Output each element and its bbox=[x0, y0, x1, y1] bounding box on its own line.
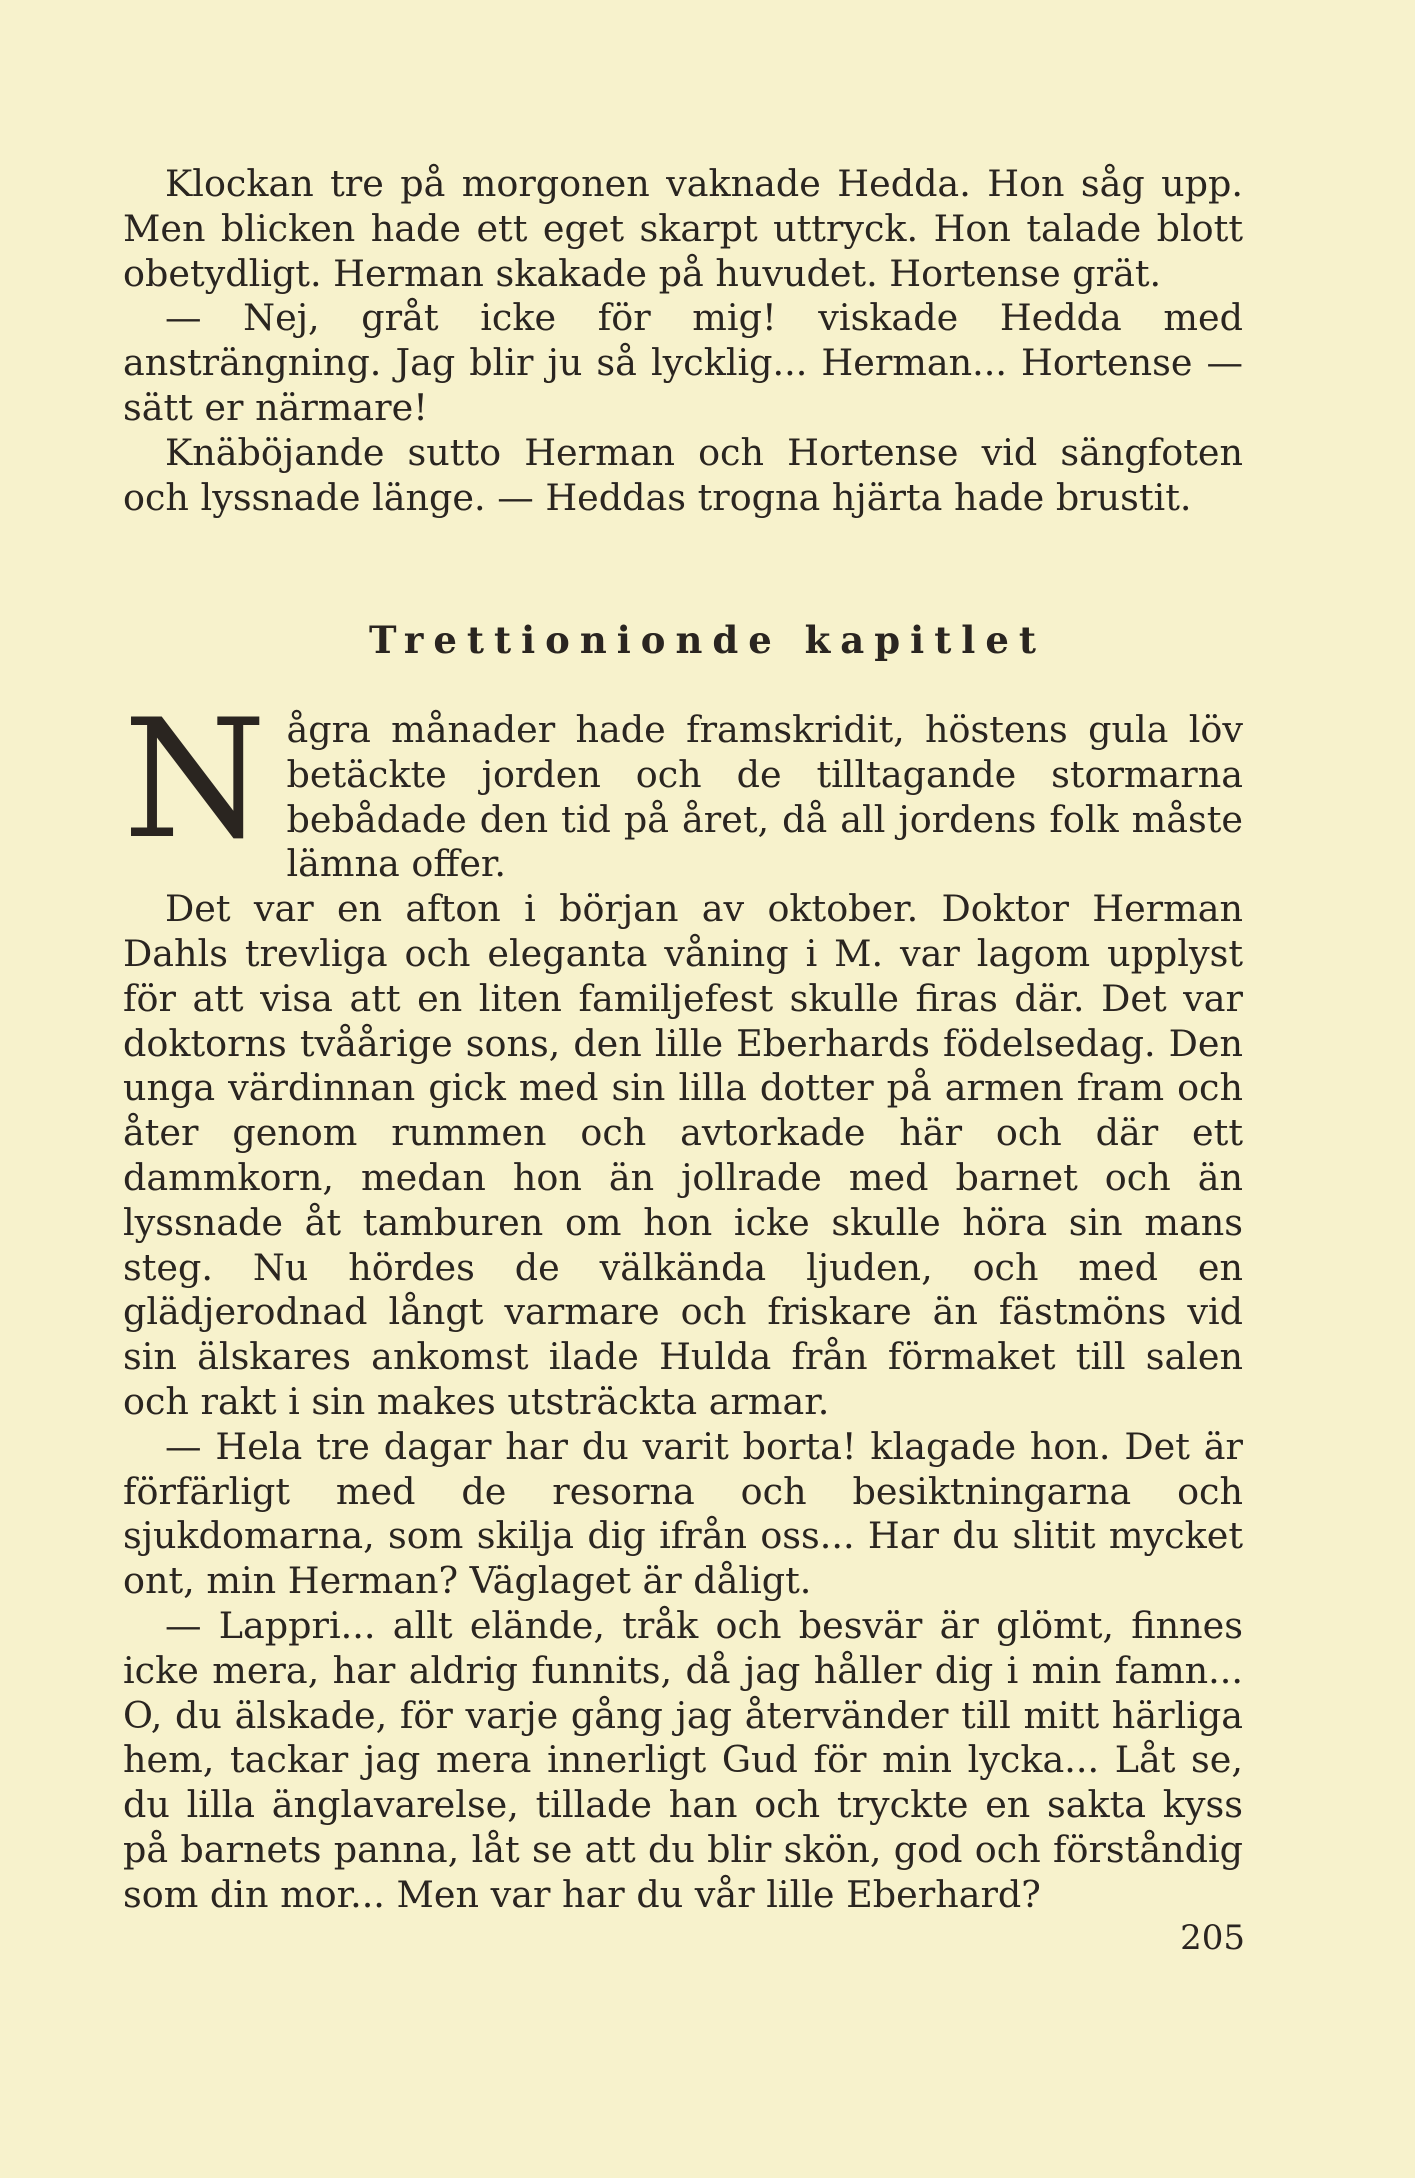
paragraph: — Lappri... allt elände, tråk och besvär är glömt, finnes icke mera, har aldrig funnits, då jag håller dig i min famn... O, du älskade, för varje gång jag återvänder till mitt härliga hem, tackar jag mera innerligt Gud för min lycka... Låt se, du lilla änglavarelse, tillade han och tryckte en sakta kyss på barnets panna, låt se att du blir skön, god och förståndig som din mor... Men var har du vår lille Eberhard? bbox=[123, 1603, 1243, 1916]
paragraph: — Nej, gråt icke för mig! viskade Hedda med ansträngning. Jag blir ju så lycklig... Herman... Hortense — sätt er närmare! bbox=[123, 296, 1243, 429]
paragraph: Klockan tre på morgonen vaknade Hedda. Hon såg upp. Men blicken hade ett eget skarpt uttryck. Hon talade blott obetydligt. Herman skakade på huvudet. Hortense grät. bbox=[123, 162, 1243, 295]
page-number: 205 bbox=[1180, 1918, 1245, 1958]
paragraph: Knäböjande sutto Herman och Hortense vid sängfoten och lyssnade länge. — Heddas trogna hjärta hade brustit. bbox=[123, 430, 1243, 519]
paragraph: — Hela tre dagar har du varit borta! klagade hon. Det är förfärligt med de resorna och besiktningarna och sjukdomarna, som skilja dig ifrån oss... Har du slitit mycket ont, min Herman? Väglaget är dåligt. bbox=[123, 1424, 1243, 1603]
chapter-section bbox=[123, 684, 1243, 1918]
drop-cap: N bbox=[123, 684, 267, 875]
opening-text: ågra månader hade framskridit, höstens gula löv betäckte jorden och de tilltagande stormarna bebådade den tid på året, då all jordens folk måste lämna offer. bbox=[286, 708, 1243, 886]
paragraph: Det var en afton i början av oktober. Doktor Herman Dahls trevliga och eleganta våning i M. var lagom upplyst för att visa att en liten familjefest skulle firas där. Det var doktorns tvåårige sons, den lille Eberhards födelsedag. Den unga värdinnan gick med sin lilla dotter på armen fram och åter genom rummen och avtorkade här och där ett dammkorn, medan hon än jollrade med barnet och än lyssnade åt tamburen om hon icke skulle höra sin mans steg. Nu hördes de välkända ljuden, och med en glädjerodnad långt varmare och friskare än fästmöns vid sin älskares ankomst ilade Hulda från förmaket till salen och rakt i sin makes utsträckta armar. bbox=[123, 887, 1243, 1423]
chapter-heading: Trettionionde kapitlet bbox=[369, 618, 1046, 662]
top-section bbox=[123, 162, 1243, 520]
chapter-opening-paragraph bbox=[123, 684, 1243, 887]
